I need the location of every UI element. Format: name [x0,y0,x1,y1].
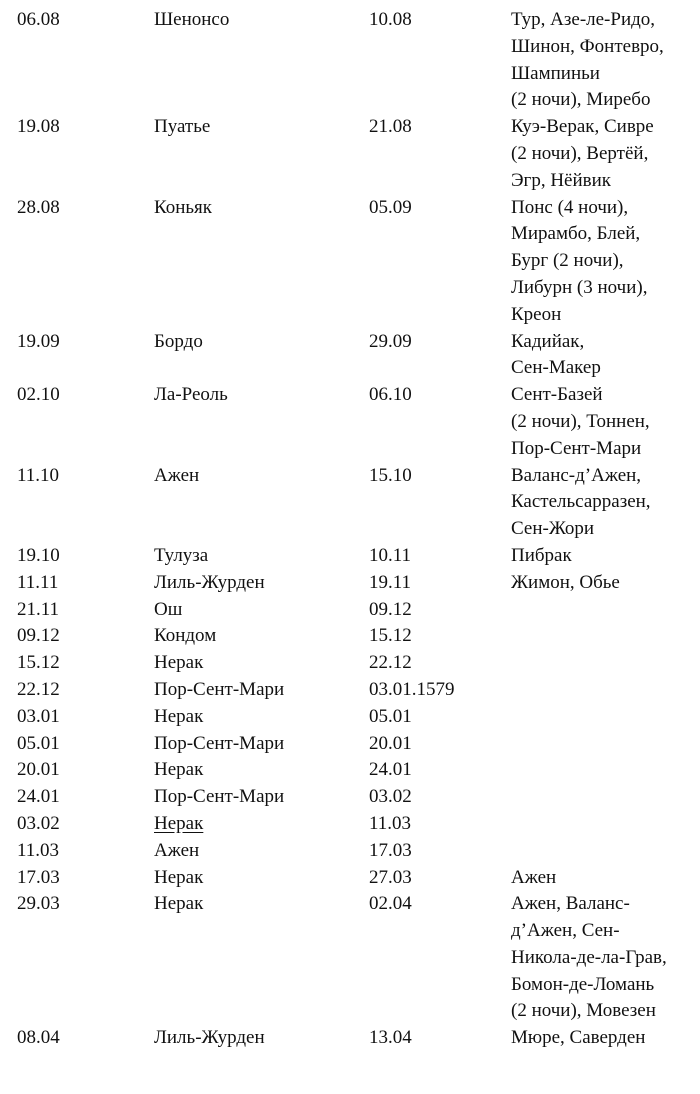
stops-line: Сент-Базей [511,384,603,406]
arrival-date: 11.10 [17,464,60,486]
table-row [0,838,700,865]
departure-date: 02.04 [369,893,412,915]
table-row [0,757,700,784]
place-name: Шенонсо [154,9,230,30]
stops-line: Бург (2 ночи), [511,250,624,272]
departure-date: 20.01 [369,732,412,754]
stops-line: (2 ночи), Тоннен, [511,410,650,432]
place-name: Ош [154,598,183,620]
stops-cell [511,7,700,114]
place-name: Пор-Сент-Мари [154,732,285,754]
table-row [0,7,700,114]
departure-date: 27.03 [369,866,412,888]
stops-cell [511,677,700,704]
departure-date: 10.08 [369,9,412,30]
table-row [0,570,700,597]
arrival-date: 20.01 [17,759,60,781]
departure-date: 11.03 [369,812,412,834]
stops-line: Куэ-Верак, Сивре [511,116,654,138]
place-name: Коньяк [154,196,213,218]
place-name: Ла-Реоль [154,384,228,406]
departure-date: 05.09 [369,196,412,218]
place-name: Пуатье [154,116,211,138]
stops-cell [511,329,700,383]
arrival-date: 19.09 [17,330,60,352]
departure-date: 06.10 [369,384,412,406]
stops-cell [511,597,700,624]
stops-cell [511,195,700,329]
table-row [0,1025,700,1052]
departure-date: 17.03 [369,839,412,861]
departure-date: 09.12 [369,598,412,620]
table-row [0,382,700,462]
arrival-date: 11.03 [17,839,60,861]
stops-cell [511,570,700,597]
arrival-date: 02.10 [17,384,60,406]
departure-date: 05.01 [369,705,412,727]
stops-line: (2 ночи), Мовезен [511,1000,656,1022]
stops-line: Кадийак, [511,330,585,352]
table-row [0,329,700,383]
departure-date: 24.01 [369,759,412,781]
arrival-date: 08.04 [17,1027,60,1049]
place-name: Ажен [154,839,200,861]
stops-line: Пор-Сент-Мари [511,437,642,459]
stops-cell [511,623,700,650]
stops-cell [511,865,700,892]
arrival-date: 17.03 [17,866,60,888]
stops-line: (2 ночи), Вертёй, [511,142,649,164]
departure-date: 29.09 [369,330,412,352]
departure-date: 19.11 [369,571,412,593]
stops-line: Никола-де-ла-Грав, [511,946,667,968]
stops-line: (2 ночи), Миребо [511,89,651,111]
place-name: Нерак [154,812,204,834]
arrival-date: 28.08 [17,196,60,218]
table-row [0,195,700,329]
arrival-date: 19.08 [17,116,60,138]
arrival-date: 03.02 [17,812,60,834]
table-row [0,114,700,194]
table-row [0,891,700,1025]
table-row [0,623,700,650]
departure-date: 03.02 [369,786,412,808]
arrival-date: 11.11 [17,571,59,593]
stops-line: Мюре, Саверден [511,1027,646,1049]
place-name: Лиль-Журден [154,1027,265,1049]
stops-cell [511,731,700,758]
place-name: Пор-Сент-Мари [154,786,285,808]
stops-cell [511,650,700,677]
place-name: Нерак [154,705,204,727]
stops-line: д’Ажен, Сен- [511,920,620,942]
place-name: Нерак [154,893,204,915]
table-row [0,677,700,704]
stops-cell [511,704,700,731]
table-row [0,650,700,677]
table-row [0,704,700,731]
table-row [0,731,700,758]
stops-line: Мирамбо, Блей, [511,223,641,245]
stops-line: Шинон, Фонтевро, [511,35,664,57]
table-row [0,597,700,624]
arrival-date: 06.08 [17,9,60,30]
arrival-date: 21.11 [17,598,60,620]
stops-cell [511,543,700,570]
stops-line: Тур, Азе-ле-Ридо, [511,9,656,30]
arrival-date: 15.12 [17,652,60,674]
stops-cell [511,891,700,1025]
place-name: Кондом [154,625,217,647]
stops-cell [511,838,700,865]
place-name: Тулуза [154,544,209,566]
table-row [0,865,700,892]
arrival-date: 29.03 [17,893,60,915]
departure-date: 10.11 [369,544,412,566]
table-row [0,784,700,811]
stops-cell [511,757,700,784]
stops-line: Сен-Макер [511,357,601,379]
table-row [0,811,700,838]
arrival-date: 05.01 [17,732,60,754]
place-name: Лиль-Журден [154,571,265,593]
stops-cell [511,811,700,838]
stops-line: Шампиньи [511,62,600,84]
departure-date: 13.04 [369,1027,412,1049]
stops-line: Кастельсарразен, [511,491,651,513]
departure-date: 03.01.1579 [369,678,455,700]
departure-date: 15.10 [369,464,412,486]
departure-date: 15.12 [369,625,412,647]
place-name: Бордо [154,330,203,352]
stops-line: Креон [511,303,562,325]
stops-cell [511,1025,700,1052]
stops-line: Бомон-де-Ломань [511,973,655,995]
arrival-date: 24.01 [17,786,60,808]
place-name: Ажен [154,464,200,486]
place-name: Пор-Сент-Мари [154,678,285,700]
stops-line: Ажен [511,866,557,888]
table-row [0,543,700,570]
stops-line: Валанс-д’Ажен, [511,464,642,486]
stops-line: Понс (4 ночи), [511,196,629,218]
stops-line: Пибрак [511,544,572,566]
stops-cell [511,463,700,543]
stops-line: Ажен, Валанс- [511,893,630,915]
stops-line: Либурн (3 ночи), [511,276,648,298]
departure-date: 22.12 [369,652,412,674]
departure-date: 21.08 [369,116,412,138]
arrival-date: 09.12 [17,625,60,647]
arrival-date: 03.01 [17,705,60,727]
stops-line: Сен-Жори [511,518,595,540]
itinerary-table [0,7,700,1052]
stops-line: Эгр, Нёйвик [511,169,612,191]
arrival-date: 19.10 [17,544,60,566]
stops-line: Жимон, Обье [511,571,620,593]
place-name: Нерак [154,866,204,888]
table-row [0,463,700,543]
arrival-date: 22.12 [17,678,60,700]
place-name: Нерак [154,652,204,674]
place-name: Нерак [154,759,204,781]
stops-cell [511,382,700,462]
stops-cell [511,784,700,811]
stops-cell [511,114,700,194]
